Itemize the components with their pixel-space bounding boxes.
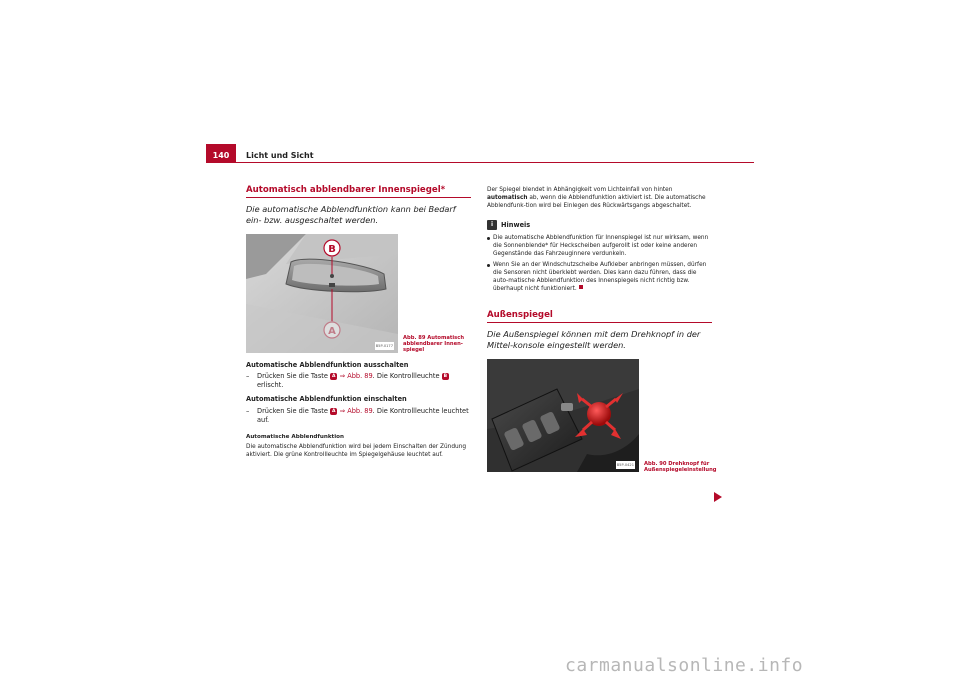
figure-89-code: B5P-0177 <box>375 342 394 350</box>
intro-text: ab, wenn die Abblendfunktion aktiviert ist. Die automatische Abblendfunk-tion wird bei Einlegen des Rückwärtsgangs abgeschaltet. <box>487 195 706 209</box>
figure-89-caption: Abb. 89 Automatisch abblendbarer Innen-spiegel <box>403 334 465 353</box>
key-badge-a: A <box>332 408 336 414</box>
key-badge-b: B <box>443 374 448 380</box>
step-text: erlischt. <box>257 381 284 390</box>
figure-89-row <box>246 234 471 355</box>
step-text: Drücken Sie die Taste <box>257 372 330 381</box>
body-abblendfunktion: Die automatische Abblendfunktion wird bei jedem Einschalten der Zündung aktiviert. Die grüne Kontrollleuchte im Spiegelgehäuse leuchtet auf. <box>246 443 467 458</box>
key-badge-a: A <box>332 374 336 380</box>
step-dash: – <box>246 406 250 415</box>
step-einschalten <box>246 407 471 425</box>
header-rule <box>206 162 754 163</box>
note-title: Hinweis <box>501 220 531 229</box>
end-square-icon <box>579 285 583 289</box>
intro-text: Der Spiegel blendet in Abhängigkeit vom Lichteinfall von hinten <box>487 187 673 193</box>
figure-90-code: B5P-0421 <box>616 461 635 469</box>
step-dash: – <box>246 372 250 381</box>
watermark: carmanualsonline.info <box>565 655 804 676</box>
intro-bold: automatisch <box>487 195 528 201</box>
step-ausschalten <box>246 372 471 390</box>
page-number: 140 <box>206 144 236 162</box>
figure-90-knob-illustration <box>487 359 639 472</box>
note-bullet: Die automatische Abblendfunktion für Innenspiegel ist nur wirksam, wenn die Sonnenblende* für Heckscheiben aufgerollt ist oder keine anderen Gegenstände das Fahrzeuginnere verdunkeln. <box>487 234 712 258</box>
subheading-einschalten: Automatische Abblendfunktion einschalten <box>246 395 407 404</box>
left-column <box>246 186 471 459</box>
note-icon: i <box>487 220 497 230</box>
note-bullet-text: Wenn Sie an der Windschutzscheibe Aufkleber anbringen müssen, dürfen die Sensoren nicht überklebt werden. Dies kann dazu führen, dass die auto-matische Abblendfunktion des Innenspiegels nicht richtig bzw. überhaupt nicht funktioniert. <box>493 262 707 292</box>
figure-reference-link[interactable]: ⇒ Abb. 89 <box>337 406 373 415</box>
section-title-innenspiegel: Automatisch abblendbarer Innenspiegel* <box>246 186 471 198</box>
continue-arrow-icon <box>714 492 722 502</box>
step-text: . Die Kontrollleuchte leuchtet auf. <box>257 406 469 424</box>
figure-90-caption: Abb. 90 Drehknopf für Außenspiegeleinstellung <box>644 460 717 473</box>
small-heading-abblendfunktion: Automatische Abblendfunktion <box>246 433 344 440</box>
note-heading <box>487 220 712 230</box>
step-text: . Die Kontrollleuchte <box>372 372 442 381</box>
right-column <box>487 186 717 475</box>
figure-reference-link[interactable]: ⇒ Abb. 89 <box>337 372 373 381</box>
chapter-title: Licht und Sicht <box>246 151 314 160</box>
step-text: Drücken Sie die Taste <box>257 406 330 415</box>
intro-paragraph <box>487 186 712 210</box>
figure-89-mirror-illustration <box>246 234 398 353</box>
section-title-aussenspiegel: Außenspiegel <box>487 311 712 323</box>
note-bullet <box>487 261 712 293</box>
subheading-ausschalten: Automatische Abblendfunktion ausschalten <box>246 361 409 370</box>
figure-label-b: B <box>328 244 336 256</box>
section-lead-innenspiegel: Die automatische Abblendfunktion kann bei Bedarf ein- bzw. ausgeschaltet werden. <box>246 204 456 226</box>
section-lead-aussenspiegel: Die Außenspiegel können mit dem Drehknopf in der Mittel-konsole eingestellt werden. <box>487 329 701 351</box>
figure-90-row <box>487 359 717 475</box>
